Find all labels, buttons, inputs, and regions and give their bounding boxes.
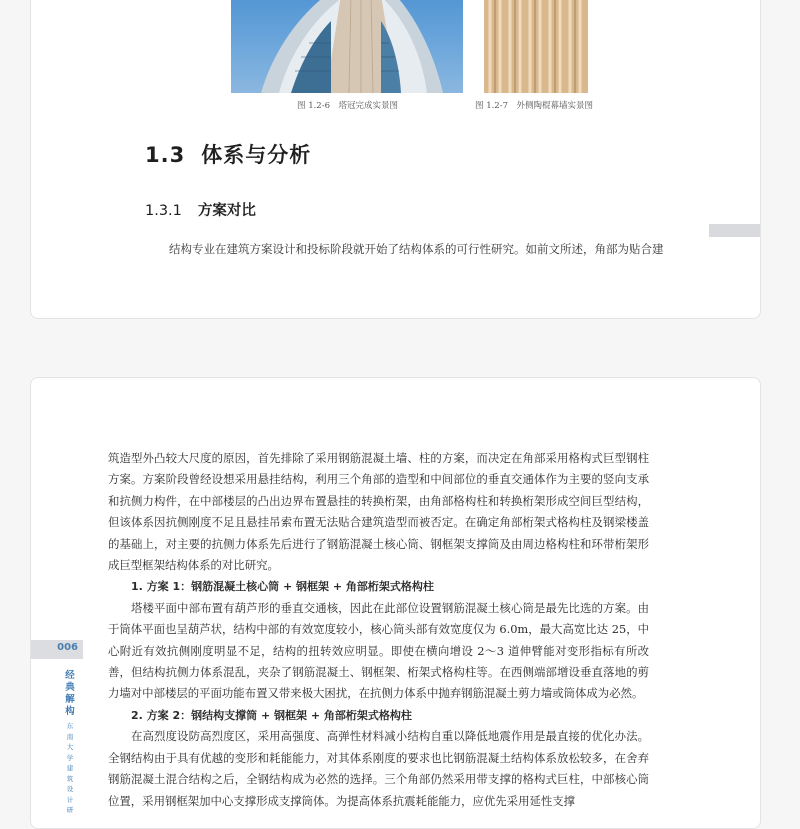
body-text (108, 448, 649, 812)
subsection-title: 方案对比 (197, 203, 256, 219)
page-top (30, 0, 761, 319)
section-number: 1.3 (145, 143, 186, 167)
body-paragraph: 在高烈度设防高烈度区，采用高强度、高弹性材料减小结构自重以降低地震作用是最直接的优化办法。全钢结构由于具有优越的变形和耗能能力，对其体系刚度的要求也比钢筋混凝土结构体系放松较多，在舍弃钢筋混凝土混合结构之后，全钢结构成为必然的选择。三个角部仍然采用带支撑的格构式巨柱，中部核心筒位置，采用钢框架加中心支撑形成支撑筒体。为提高体系抗震耗能能力，应优先采用延性支撑 (108, 729, 649, 808)
book-series-subtitle: 东南大学建筑设计研 (66, 722, 74, 814)
body-paragraph: 结构专业在建筑方案设计和投标阶段就开始了结构体系的可行性研究。如前文所述，角部为贴合建 (169, 242, 664, 256)
figure-caption: 图 1.2-7 外侧陶棍幕墙实景图 (475, 101, 594, 111)
subsection-heading (145, 199, 256, 220)
figure-caption: 图 1.2-6 塔冠完成实景图 (297, 101, 399, 111)
scheme-heading: 1. 方案 1：钢筋混凝土核心筒 + 钢框架 + 角部桁架式格构柱 (131, 580, 434, 594)
page-bottom (30, 377, 761, 829)
section-heading (145, 139, 311, 169)
page-edge-tab (709, 224, 760, 237)
scheme-heading: 2. 方案 2：钢结构支撑筒 + 钢框架 + 角部桁架式格构柱 (131, 708, 412, 722)
book-series-title: 经典解构 (65, 670, 75, 717)
terracotta-facade-photo (484, 0, 588, 93)
section-title: 体系与分析 (201, 143, 312, 167)
page-number: 006 (57, 642, 78, 653)
body-paragraph: 筑造型外凸较大尺度的原因，首先排除了采用钢筋混凝土墙、柱的方案，而决定在角部采用格构式巨型钢柱方案。方案阶段曾经设想采用悬挂结构，利用三个角部的造型和中间部位的垂直交通体作为主要的竖向支承和抗侧力构件，在中部楼层的凸出边界布置悬挂的转换桁架，由角部格构柱和转换桁架形成空间巨型结构，但该体系因抗侧刚度不足且悬挂吊索布置无法贴合建筑造型而被否定。在确定角部桁架式格构柱及钢梁楼盖的基础上，对主要的抗侧力体系先后进行了钢筋混凝土核心筒、钢框架支撑筒及由周边格构柱和环带桁架形成巨型框架结构体系的对比研究。 (108, 451, 649, 573)
body-paragraph: 塔楼平面中部布置有葫芦形的垂直交通核，因此在此部位设置钢筋混凝土核心筒是最先比选的方案。由于筒体平面也呈葫芦状，结构中部的有效宽度较小，核心筒头部有效宽度仅为 6.0m，最大高宽比达 25，中心附近有效抗侧刚度明显不足，结构的扭转效应明显。即使在横向增设 2～3 道伸臂能对变形指标有所改善，但结构抗侧力体系混乱，夹杂了钢筋混凝土、钢框架、桁架式格构柱等。在西侧端部增设垂直落地的剪力墙对中部楼层的平面功能布置又带来极大困扰，在抗侧力体系中抛弃钢筋混凝土剪力墙或筒体成为必然。 (108, 600, 649, 701)
subsection-number: 1.3.1 (145, 203, 182, 219)
tower-crown-photo (231, 0, 463, 93)
